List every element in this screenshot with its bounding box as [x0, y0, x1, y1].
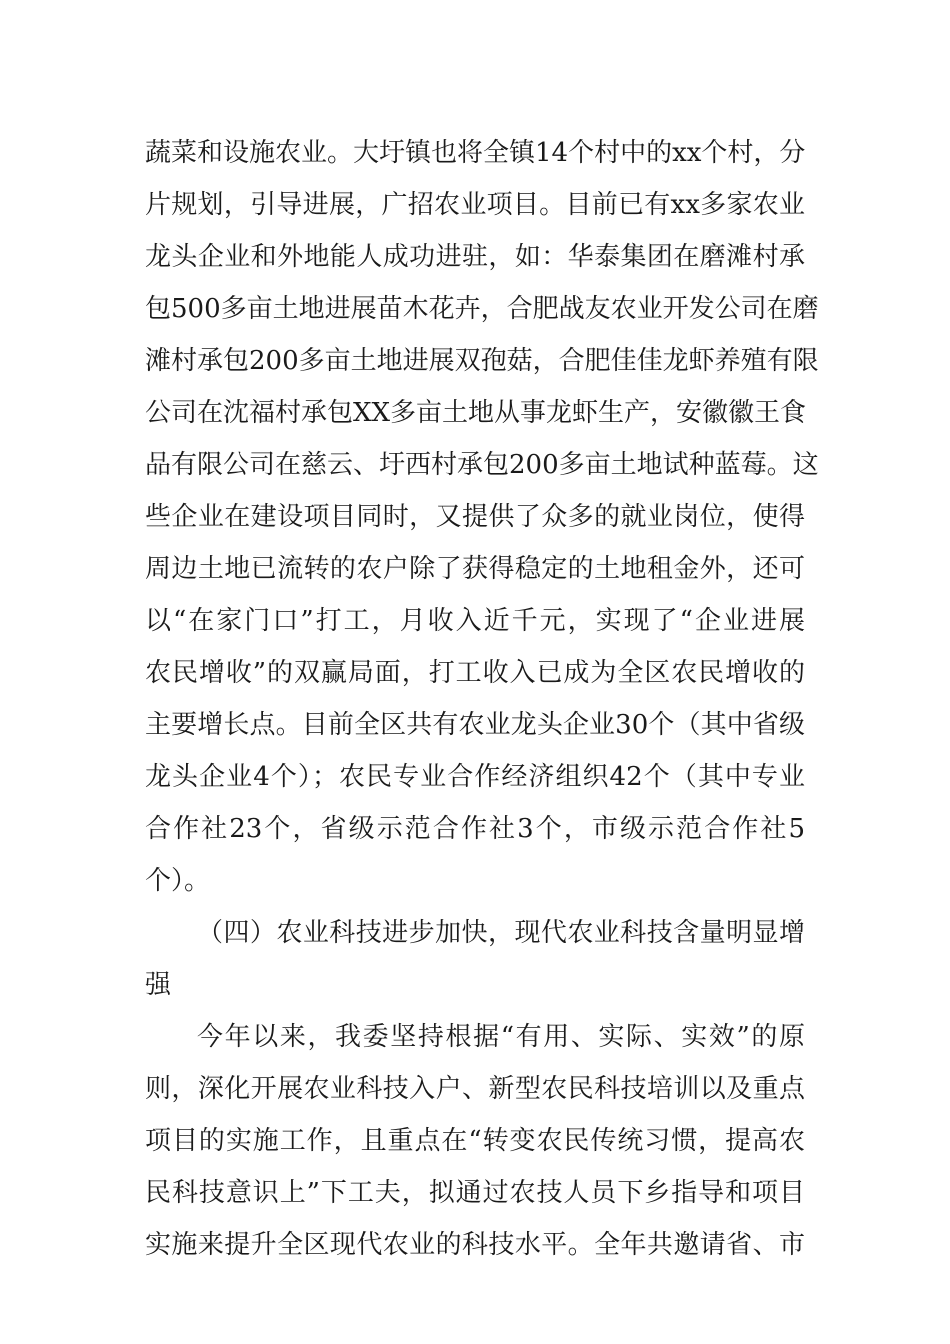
- body-text-line: 合作社23个，省级示范合作社3个，市级示范合作社5: [145, 814, 805, 844]
- body-text-line: 以“在家门口”打工，月收入近千元，实现了“企业进展: [145, 606, 805, 636]
- body-text-line: 项目的实施工作，且重点在“转变农民传统习惯，提高农: [145, 1126, 805, 1156]
- body-text-line: 公司在沈福村承包XX多亩土地从事龙虾生产，安徽徽王食: [145, 398, 807, 428]
- body-text-line: 民科技意识上”下工夫，拟通过农技人员下乡指导和项目: [145, 1178, 805, 1208]
- body-text-line: 龙头企业4个）；农民专业合作经济组织42个（其中专业: [145, 762, 805, 792]
- section-heading-line: （四）农业科技进步加快，现代农业科技含量明显增: [197, 918, 805, 948]
- body-text-line: 个）。: [145, 866, 211, 896]
- body-text-line: 片规划，引导进展，广招农业项目。目前已有xx多家农业: [145, 190, 805, 220]
- body-text-line: 周边土地已流转的农户除了获得稳定的土地租金外，还可: [145, 554, 805, 584]
- body-text-line: 品有限公司在慈云、圩西村承包200多亩土地试种蓝莓。这: [145, 450, 819, 480]
- body-text-line: 蔬菜和设施农业。大圩镇也将全镇14个村中的xx个村，分: [145, 138, 806, 168]
- body-text-line: 包500多亩土地进展苗木花卉，合肥战友农业开发公司在磨: [145, 294, 819, 324]
- body-text-line: 龙头企业和外地能人成功进驻，如：华泰集团在磨滩村承: [145, 242, 805, 272]
- body-text-line: 些企业在建设项目同时，又提供了众多的就业岗位，使得: [145, 502, 805, 532]
- body-text-line: 农民增收”的双赢局面，打工收入已成为全区农民增收的: [145, 658, 805, 688]
- body-text-line: 滩村承包200多亩土地进展双孢菇，合肥佳佳龙虾养殖有限: [145, 346, 819, 376]
- section-heading-line: 强: [145, 970, 172, 1000]
- body-text-line: 实施来提升全区现代农业的科技水平。全年共邀请省、市: [145, 1230, 805, 1260]
- body-text-line: 主要增长点。目前全区共有农业龙头企业30个（其中省级: [145, 710, 805, 740]
- body-text-line: 则，深化开展农业科技入户、新型农民科技培训以及重点: [145, 1074, 805, 1104]
- body-text-line: 今年以来，我委坚持根据“有用、实际、实效”的原: [197, 1022, 805, 1052]
